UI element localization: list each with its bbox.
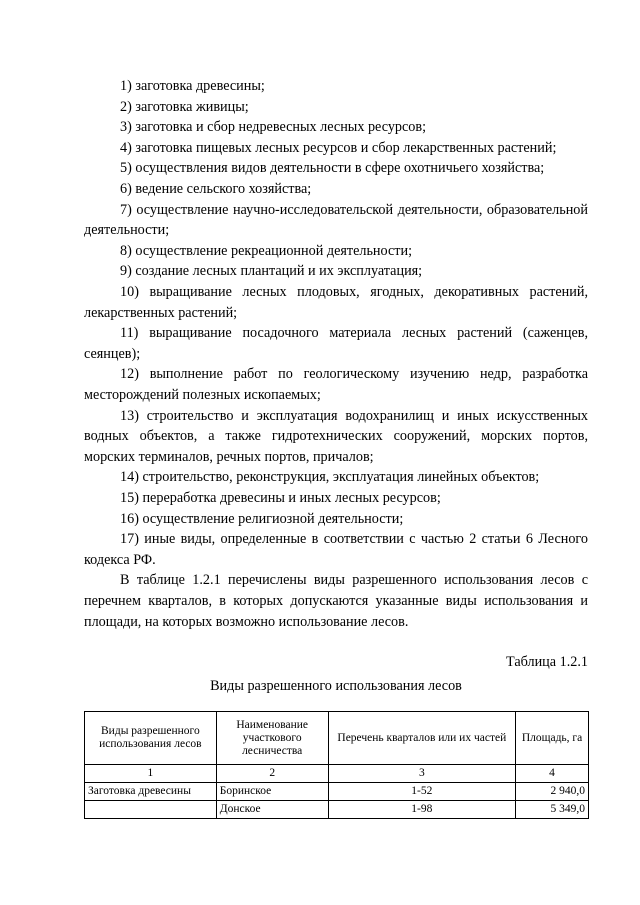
cell-forestry: Боринское (216, 783, 328, 801)
header-use-type: Виды разрешенного использования лесов (85, 712, 217, 765)
table-header-row (85, 712, 589, 765)
list-item-13: 13) строительство и эксплуатация водохранилищ и иных искусственных водных объектов, а также гидротехнических сооружений, морских портов, морских терминалов, речных портов, причалов; (84, 407, 588, 465)
column-number: 2 (216, 765, 328, 783)
list-item-3: 3) заготовка и сбор недревесных лесных ресурсов; (120, 119, 427, 136)
column-number: 3 (328, 765, 515, 783)
permitted-use-table (84, 711, 589, 819)
list-item-4: 4) заготовка пищевых лесных ресурсов и сбор лекарственных растений; (120, 139, 557, 156)
list-item-8: 8) осуществление рекреационной деятельности; (120, 242, 413, 259)
list-item-1: 1) заготовка древесины; (120, 78, 265, 94)
list-item-2: 2) заготовка живицы; (120, 98, 249, 115)
cell-forestry: Донское (216, 801, 328, 819)
list-item-15: 15) переработка древесины и иных лесных ресурсов; (120, 490, 441, 506)
intro-paragraph: В таблице 1.2.1 перечислены виды разрешенного использования лесов с перечнем кварталов, в которых допускаются указанные виды использования и площади, на которых возможно использование лесов. (84, 572, 588, 630)
list-item-11: 11) выращивание посадочного материала лесных растений (саженцев, сеянцев); (84, 325, 588, 362)
column-number: 1 (85, 765, 217, 783)
header-area: Площадь, га (516, 712, 589, 765)
list-item-16: 16) осуществление религиозной деятельности; (120, 510, 404, 527)
list-item-14: 14) строительство, реконструкция, эксплуатация линейных объектов; (120, 469, 540, 486)
table-number: Таблица 1.2.1 (506, 654, 588, 670)
list-item-6: 6) ведение сельского хозяйства; (120, 181, 312, 197)
column-number-row (85, 765, 589, 783)
cell-quarters: 1-52 (328, 783, 515, 801)
list-item-9: 9) создание лесных плантаций и их эксплуатация; (120, 263, 423, 280)
list-item-12: 12) выполнение работ по геологическому изучению недр, разработка месторождений полезных ископаемых; (84, 366, 588, 403)
list-item-7: 7) осуществление научно-исследовательской деятельности, образовательной деятельности; (84, 201, 588, 239)
list-item-5: 5) осуществления видов деятельности в сфере охотничьего хозяйства; (120, 160, 545, 177)
table-title: Виды разрешенного использования лесов (210, 678, 462, 694)
list-item-17: 17) иные виды, определенные в соответствии с частью 2 статьи 6 Лесного кодекса РФ. (84, 531, 588, 568)
cell-area: 2 940,0 (516, 783, 589, 801)
table-row (85, 783, 589, 801)
header-forestry: Наименование участкового лесничества (216, 712, 328, 765)
table-row (85, 801, 589, 819)
column-number: 4 (516, 765, 589, 783)
cell-area: 5 349,0 (516, 801, 589, 819)
cell-quarters: 1-98 (328, 801, 515, 819)
list-item-10: 10) выращивание лесных плодовых, ягодных, декоративных растений, лекарственных растений; (84, 284, 588, 321)
header-quarters: Перечень кварталов или их частей (328, 712, 515, 765)
cell-use-type: Заготовка древесины (85, 783, 217, 801)
cell-use-type (85, 801, 217, 819)
